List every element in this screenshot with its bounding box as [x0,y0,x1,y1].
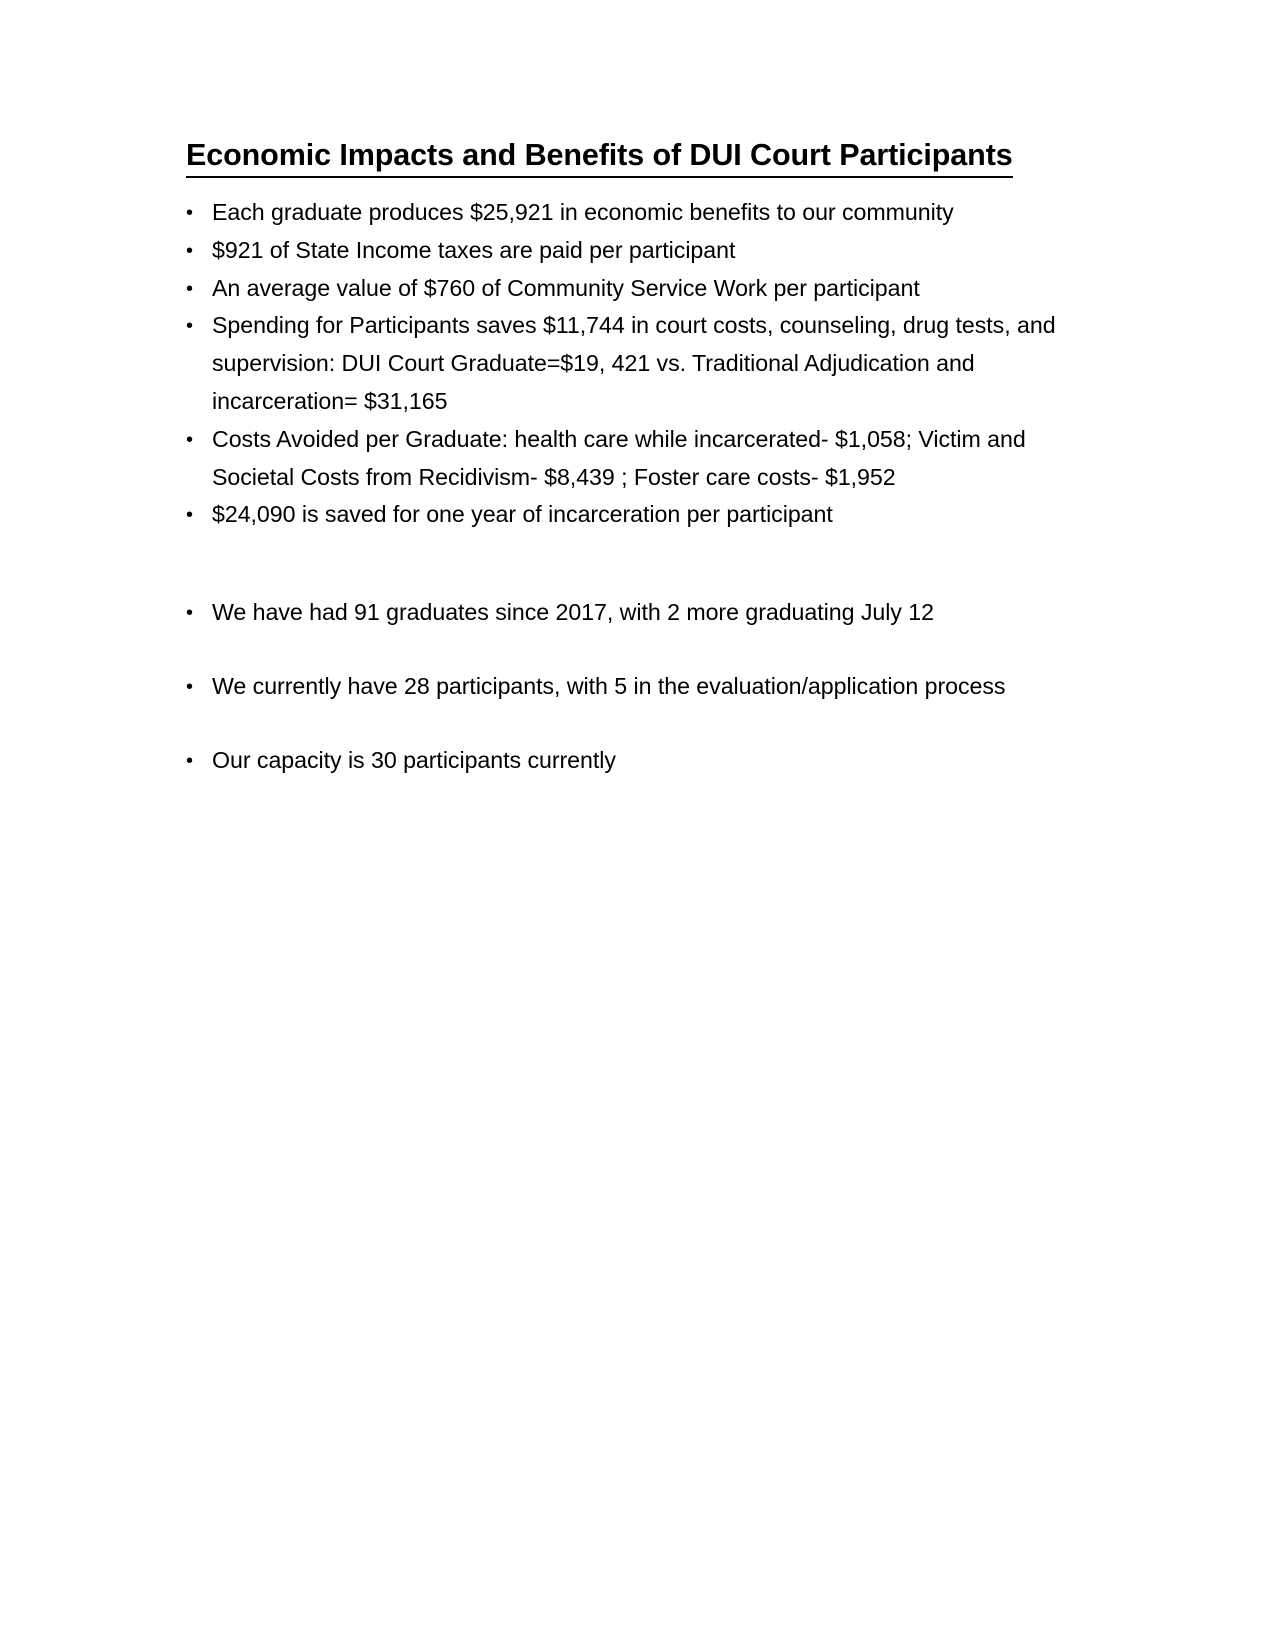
list-item [186,232,1076,270]
list-item [186,194,1076,232]
bullet-icon: • [186,201,193,224]
bullet-icon: • [186,277,193,300]
list-item [186,742,1076,780]
list-item [186,496,1076,534]
list-item-text: Each graduate produces $25,921 in economic benefits to our community [212,198,954,225]
page-title-text: Economic Impacts and Benefits of DUI Court Participants [186,138,1013,178]
list-item [186,270,1076,308]
list-item-text: Spending for Participants saves $11,744 in court costs, counseling, drug tests, and supervision: DUI Court Graduate=$19, 421 vs. Traditional Adjudication and incarceration= $31,165 [212,312,1056,415]
list-item-text: Our capacity is 30 participants currently [212,746,616,773]
list-item [186,594,1076,632]
bullet-icon: • [186,749,193,772]
bullet-icon: • [186,676,193,699]
list-item-text: Costs Avoided per Graduate: health care while incarcerated- $1,058; Victim and Societal Costs from Recidivism- $8,439 ; Foster care costs- $1,952 [212,425,1026,490]
primary-bullet-list [186,194,1076,534]
bullet-icon: • [186,602,193,625]
list-item-text: $921 of State Income taxes are paid per participant [212,236,736,263]
list-item-text: We currently have 28 participants, with 5 in the evaluation/application process [212,673,1006,700]
bullet-icon: • [186,504,193,527]
list-item-text: $24,090 is saved for one year of incarceration per participant [212,501,833,528]
list-item [186,421,1076,497]
section-spacer [186,534,1076,594]
list-item-text: We have had 91 graduates since 2017, with 2 more graduating July 12 [212,599,934,626]
page-title [186,138,1076,178]
secondary-bullet-list [186,594,1076,779]
bullet-icon: • [186,315,193,338]
bullet-icon: • [186,239,193,262]
bullet-icon: • [186,428,193,451]
list-item [186,307,1076,420]
document-body [186,138,1076,780]
list-item-text: An average value of $760 of Community Service Work per participant [212,274,920,301]
list-item [186,668,1076,706]
